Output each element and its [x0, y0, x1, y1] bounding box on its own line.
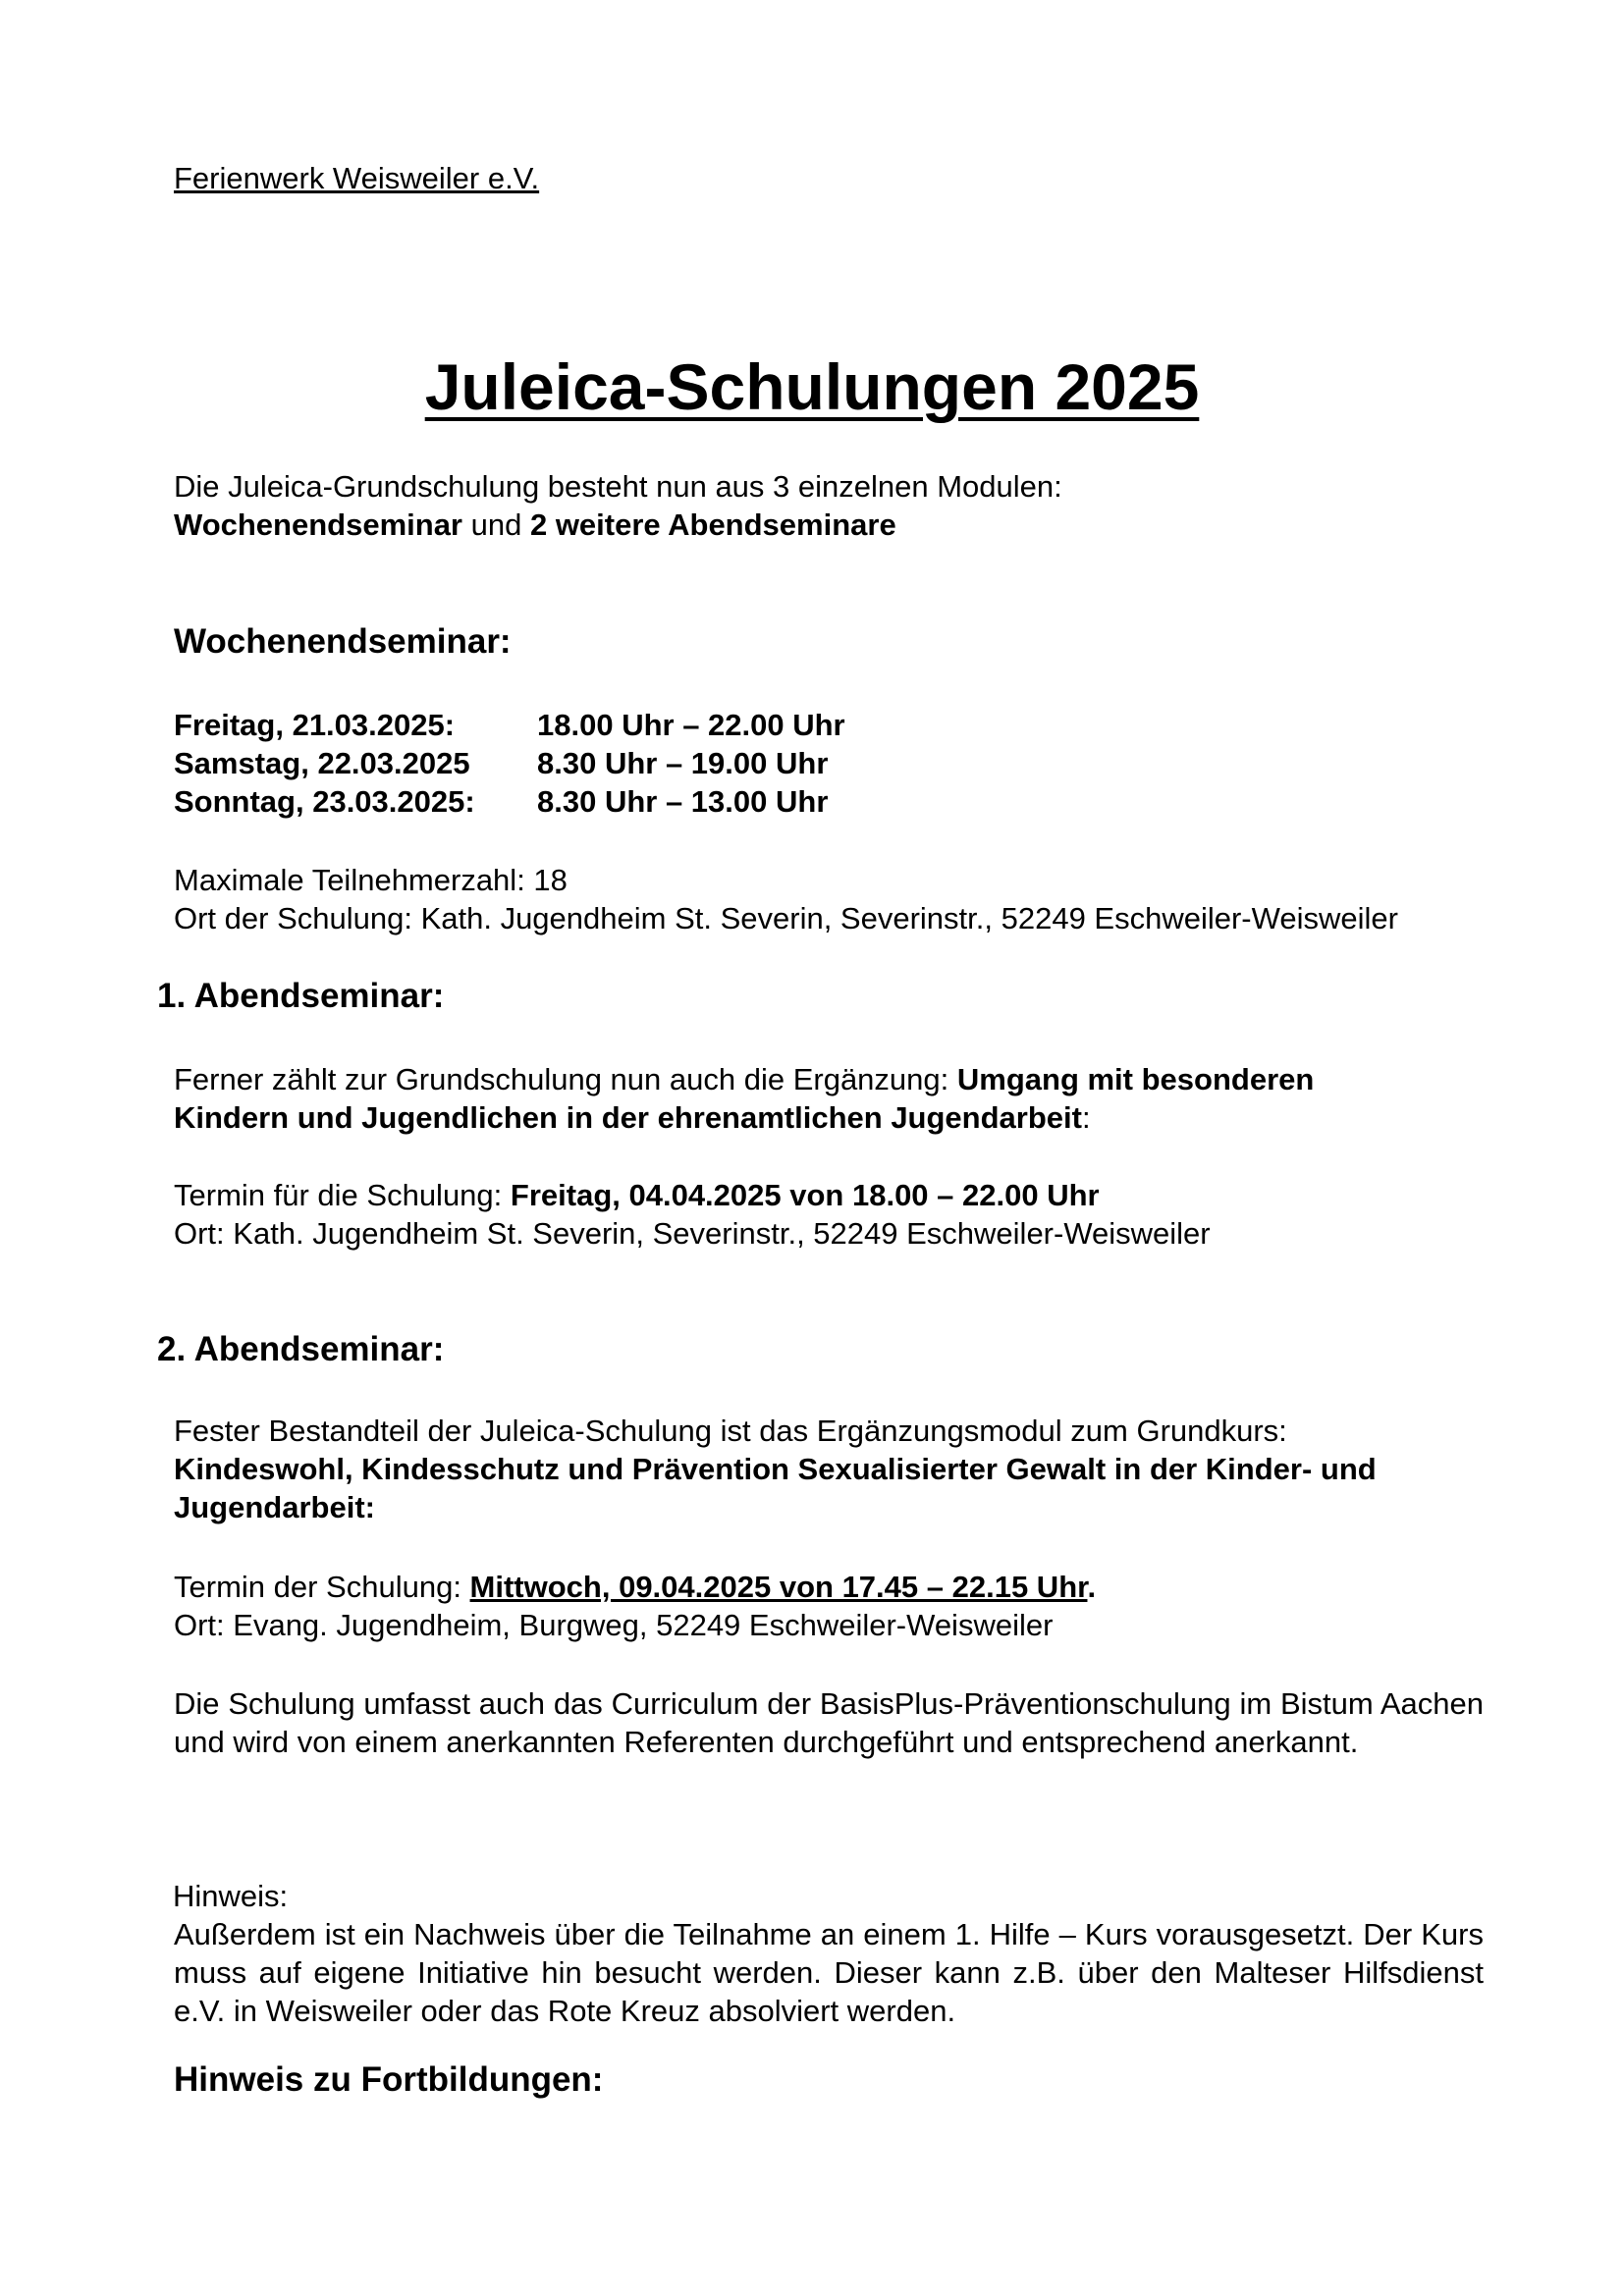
schedule-row: Samstag, 22.03.2025 8.30 Uhr – 19.00 Uhr	[174, 746, 829, 780]
organization-name: Ferienwerk Weisweiler e.V.	[174, 161, 540, 195]
seminar2-curriculum: Die Schulung umfasst auch das Curriculum der BasisPlus-Präventionschulung im Bistum Aachen und wird von einem anerkannten Referenten durchgeführt und entsprechend anerkannt.	[174, 1686, 1484, 1759]
seminar2-date: Termin der Schulung: Mittwoch, 09.04.2025 von 17.45 – 22.15 Uhr.	[174, 1570, 1097, 1604]
section-heading-seminar1: 1. Abendseminar:	[157, 977, 445, 1015]
section-heading-weekend: Wochenendseminar:	[174, 622, 512, 661]
intro-modules: Wochenendseminar und 2 weitere Abendseminare	[174, 507, 896, 542]
schedule-row: Freitag, 21.03.2025: 18.00 Uhr – 22.00 Uhr	[174, 708, 845, 742]
seminar1-date: Termin für die Schulung: Freitag, 04.04.2025 von 18.00 – 22.00 Uhr	[174, 1178, 1100, 1212]
schedule-row: Sonntag, 23.03.2025: 8.30 Uhr – 13.00 Uhr	[174, 784, 829, 819]
section-heading-fortbildungen: Hinweis zu Fortbildungen:	[174, 2060, 604, 2099]
seminar2-location: Ort: Evang. Jugendheim, Burgweg, 52249 Eschweiler-Weisweiler	[174, 1608, 1054, 1642]
seminar2-topic: Kindeswohl, Kindesschutz und Prävention Sexualisierter Gewalt in der Kinder- und	[174, 1452, 1377, 1486]
section-heading-seminar2: 2. Abendseminar:	[157, 1330, 445, 1368]
weekend-location: Ort der Schulung: Kath. Jugendheim St. Severin, Severinstr., 52249 Eschweiler-Weisweiler	[174, 901, 1398, 935]
seminar1-description: Ferner zählt zur Grundschulung nun auch die Ergänzung: Umgang mit besonderen	[174, 1062, 1315, 1096]
hinweis-label: Hinweis:	[173, 1879, 289, 1913]
seminar2-topic-cont: Jugendarbeit:	[174, 1490, 375, 1524]
max-participants: Maximale Teilnehmerzahl: 18	[174, 863, 568, 897]
seminar1-description-cont: Kindern und Jugendlichen in der ehrenamtlichen Jugendarbeit:	[174, 1100, 1091, 1135]
seminar1-location: Ort: Kath. Jugendheim St. Severin, Severinstr., 52249 Eschweiler-Weisweiler	[174, 1216, 1211, 1251]
intro-text: Die Juleica-Grundschulung besteht nun aus 3 einzelnen Modulen:	[174, 469, 1062, 504]
hinweis-text: Außerdem ist ein Nachweis über die Teilnahme an einem 1. Hilfe – Kurs vorausgesetzt. Der Kurs muss auf eigene Initiative hin besucht werden. Dieser kann z.B. über den Malteser Hilfsdienst e.V. in Weisweiler oder das Rote Kreuz absolviert werden.	[174, 1917, 1484, 2028]
seminar2-description: Fester Bestandteil der Juleica-Schulung ist das Ergänzungsmodul zum Grundkurs:	[174, 1414, 1287, 1448]
page-title: Juleica-Schulungen 2025	[424, 350, 1200, 423]
